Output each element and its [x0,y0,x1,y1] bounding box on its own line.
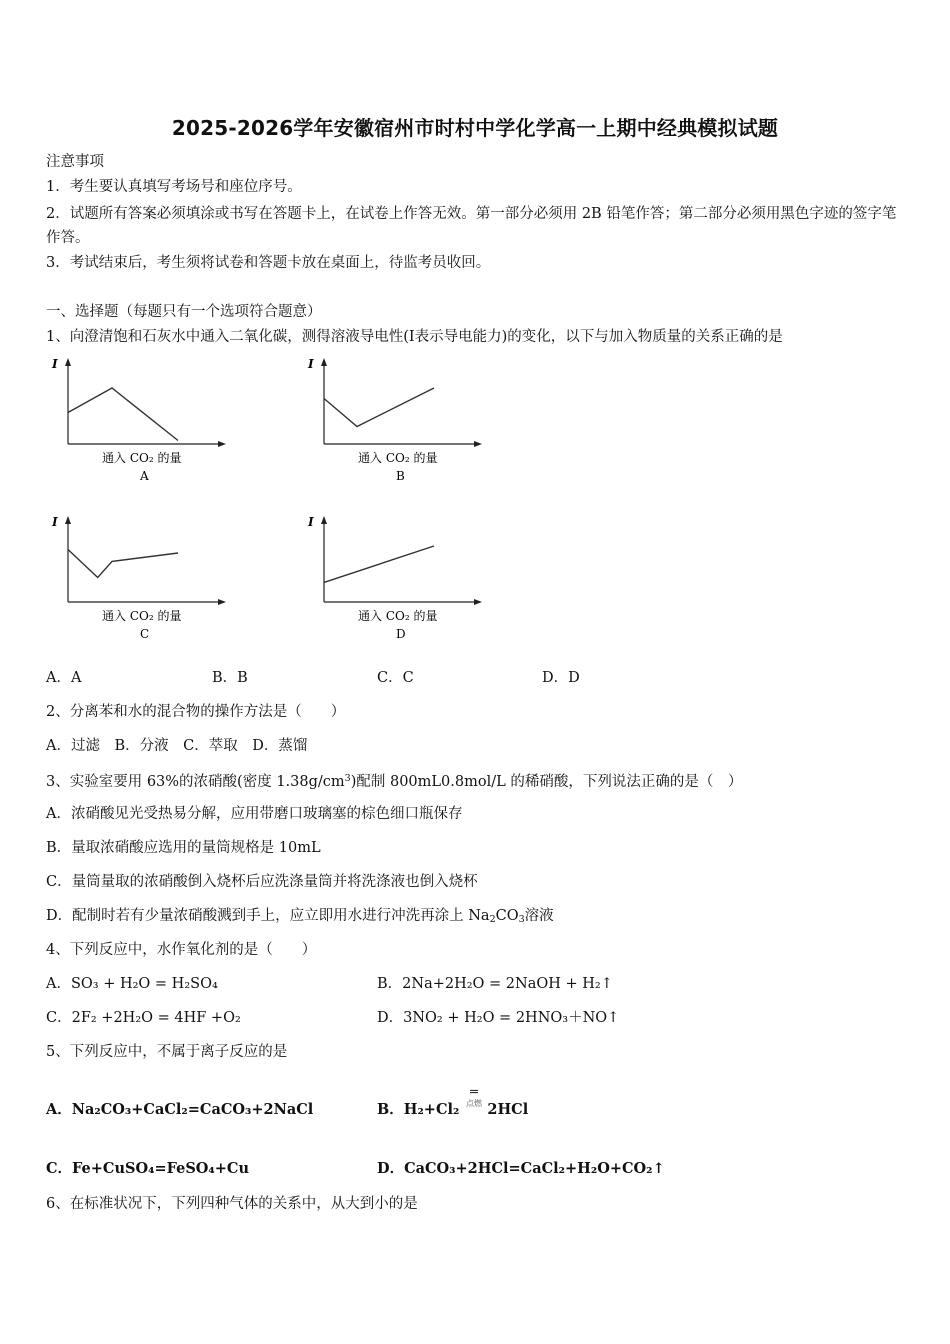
q1-option-a[interactable]: A．A [46,670,82,686]
page-title: 2025-2026学年安徽宿州市时村中学化学高一上期中经典模拟试题 [171,116,779,140]
q5-option-d[interactable]: D．CaCO₃+2HCl=CaCl₂+H₂O+CO₂↑ [377,1160,665,1177]
x-axis-arrow [218,441,226,447]
y-axis-arrow [65,358,71,366]
conductivity-curve [68,388,178,441]
x-axis-arrow [474,599,482,605]
q4-option-c[interactable]: C．2F₂ +2H₂O = 4HF +O₂ [46,1010,241,1026]
y-axis-label: I [308,515,314,529]
q3-option-c[interactable]: C．量筒量取的浓硝酸倒入烧杯后应洗涤量筒并将洗涤液也倒入烧杯 [46,874,478,890]
graph-letter: C [140,627,150,641]
q5-option-b-left: B．H₂+Cl₂ [377,1101,460,1118]
q1-stem: 1、向澄清饱和石灰水中通入二氧化碳，测得溶液导电性(I表示导电能力)的变化，以下与加入物质量的关系正确的是 [46,329,783,345]
q3-option-a[interactable]: A．浓硝酸见光受热易分解，应用带磨口玻璃塞的棕色细口瓶保存 [46,806,463,822]
x-axis-label: 通入 CO₂ 的量 [102,451,182,465]
x-axis-label: 通入 CO₂ 的量 [358,451,438,465]
y-axis-arrow [321,516,327,524]
q4-option-a[interactable]: A．SO₃ + H₂O = H₂SO₄ [46,976,218,992]
graph-d [296,514,496,644]
x-axis-arrow [474,441,482,447]
q1-option-b[interactable]: B．B [212,670,248,686]
q3-option-d-part2: CO [495,908,519,924]
graph-a [40,356,240,486]
q3-stem-part1: 3、实验室要用 63%的浓硝酸(密度 1.38g/cm [46,774,345,790]
q5-option-b[interactable] [377,1100,528,1120]
q5-option-c[interactable]: C．Fe+CuSO₄=FeSO₄+Cu [46,1160,250,1177]
q6-stem: 6、在标准状况下，下列四种气体的关系中，从大到小的是 [46,1196,418,1212]
q5-stem: 5、下列反应中，不属于离子反应的是 [46,1044,288,1060]
q1-option-d[interactable]: D．D [542,670,580,686]
q5-option-b-right: 2HCl [487,1101,529,1118]
q4-option-b[interactable]: B．2Na+2H₂O = 2NaOH + H₂↑ [377,976,613,992]
q3-option-d-part1: D．配制时若有少量浓硝酸溅到手上，应立即用水进行冲洗再涂上 Na [46,908,490,924]
graph-letter: B [396,469,405,483]
reaction-condition [463,1085,485,1108]
notice-item-1: 1．考生要认真填写考场号和座位序号。 [46,179,302,195]
conductivity-curve [324,388,434,427]
q3-stem-part2: )配制 800mL0.8mol/L 的稀硝酸，下列说法正确的是（ ） [350,774,743,790]
q2-options[interactable]: A．过滤 B．分液 C．萃取 D．蒸馏 [46,738,308,754]
equals-sign: ═ [470,1085,478,1100]
graph-letter: A [140,469,149,483]
x-axis-label: 通入 CO₂ 的量 [358,609,438,623]
q4-option-d[interactable]: D．3NO₂ + H₂O = 2HNO₃＋NO↑ [377,1010,620,1026]
q4-stem: 4、下列反应中，水作氧化剂的是（ ） [46,942,317,958]
q5-option-a[interactable]: A．Na₂CO₃+CaCl₂=CaCO₃+2NaCl [46,1101,314,1118]
y-axis-label: I [52,515,58,529]
ignition-label: 点燃 [466,1099,482,1108]
conductivity-curve [324,546,434,582]
q3-option-d-part3: 溶液 [524,908,554,924]
q3-option-d[interactable] [46,906,554,930]
q3-option-b[interactable]: B．量取浓硝酸应选用的量筒规格是 10mL [46,840,321,856]
section-heading: 一、选择题（每题只有一个选项符合题意） [46,304,322,320]
notice-item-3: 3．考试结束后，考生须将试卷和答题卡放在桌面上，待监考员收回。 [46,255,491,271]
graph-letter: D [396,627,406,641]
notice-heading: 注意事项 [46,154,104,170]
conductivity-curve [68,550,178,578]
x-axis-arrow [218,599,226,605]
y-axis-arrow [321,358,327,366]
graph-b [296,356,496,486]
q3-stem-superscript: 3 [344,773,351,784]
y-axis-arrow [65,516,71,524]
q3-stem [46,769,742,792]
y-axis-label: I [52,357,58,371]
notice-item-2: 2．试题所有答案必须填涂或书写在答题卡上，在试卷上作答无效。第一部分必须用 2B 铅笔作答；第二部分必须用黑色字迹的签字笔作答。 [46,206,897,246]
graph-c [40,514,240,644]
q1-option-c[interactable]: C．C [377,670,414,686]
q3-option-d-sub2: 3 [518,914,525,925]
q2-stem: 2、分离苯和水的混合物的操作方法是（ ） [46,704,346,720]
x-axis-label: 通入 CO₂ 的量 [102,609,182,623]
q3-option-d-sub1: 2 [489,914,496,925]
y-axis-label: I [308,357,314,371]
